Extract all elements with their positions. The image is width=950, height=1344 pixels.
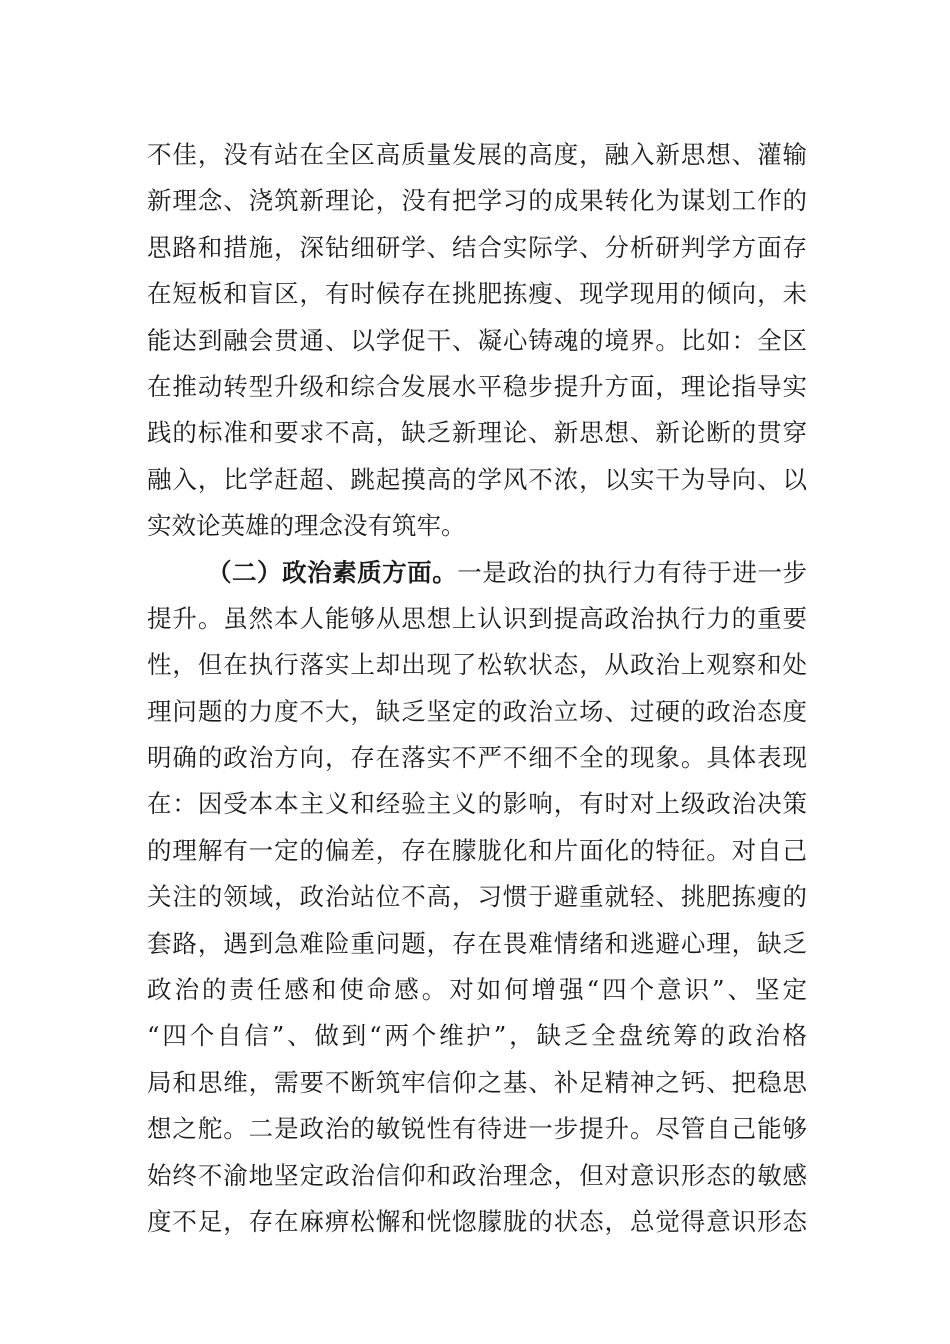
text-run: 一是政治的执行力有待于进一步 [457,557,807,587]
section-heading: （二）政治素质方面。 [207,557,458,587]
text-line: 能达到融会贯通、以学促干、凝心铸魂的境界。比如：全区 [147,325,807,355]
text-line: 关注的领域，政治站位不高，习惯于避重就轻、挑肥拣瘦的 [147,882,807,912]
text-line: 提升。虽然本人能够从思想上认识到提高政治执行力的重要 [147,603,807,633]
text-line: 在推动转型升级和综合发展水平稳步提升方面，理论指导实 [147,371,807,401]
text-line: 实效论英雄的理念没有筑牢。 [147,511,466,541]
text-line: 政治的责任感和使命感。对如何增强“四个意识”、坚定 [147,975,807,1005]
paragraph-1 [147,132,807,550]
text-line: 的理解有一定的偏差，存在朦胧化和片面化的特征。对自己 [147,835,807,865]
text-line: 度不足，存在麻痹松懈和恍惚朦胧的状态，总觉得意识形态 [147,1206,807,1236]
text-line: 想之舵。二是政治的敏锐性有待进一步提升。尽管自己能够 [147,1114,807,1144]
text-line: 理问题的力度不大，缺乏坚定的政治立场、过硬的政治态度 [147,696,807,726]
text-line: 局和思维，需要不断筑牢信仰之基、补足精神之钙、把稳思 [147,1067,807,1097]
text-line: 明确的政治方向，存在落实不严不细不全的现象。具体表现 [147,743,807,773]
text-line: 始终不渝地坚定政治信仰和政治理念，但对意识形态的敏感 [147,1160,807,1190]
text-line: 套路，遇到急难险重问题，存在畏难情绪和逃避心理，缺乏 [147,928,807,958]
text-line: 思路和措施，深钻细研学、结合实际学、分析研判学方面存 [147,232,807,262]
document-body [147,132,807,1245]
text-line: 新理念、浇筑新理论，没有把学习的成果转化为谋划工作的 [147,186,807,216]
text-line: 践的标准和要求不高，缺乏新理论、新思想、新论断的贯穿 [147,418,807,448]
paragraph-2 [147,550,807,1246]
text-line: 在：因受本本主义和经验主义的影响，有时对上级政治决策 [147,789,807,819]
text-line: “四个自信”、做到“两个维护”，缺乏全盘统筹的政治格 [147,1021,807,1051]
text-line: 不佳，没有站在全区高质量发展的高度，融入新思想、灌输 [147,140,807,169]
text-line: 在短板和盲区，有时候存在挑肥拣瘦、现学现用的倾向，未 [147,279,807,309]
text-line: 融入，比学赶超、跳起摸高的学风不浓，以实干为导向、以 [147,464,807,494]
text-line-first [147,550,807,596]
text-line: 性，但在执行落实上却出现了松软状态，从政治上观察和处 [147,650,807,680]
